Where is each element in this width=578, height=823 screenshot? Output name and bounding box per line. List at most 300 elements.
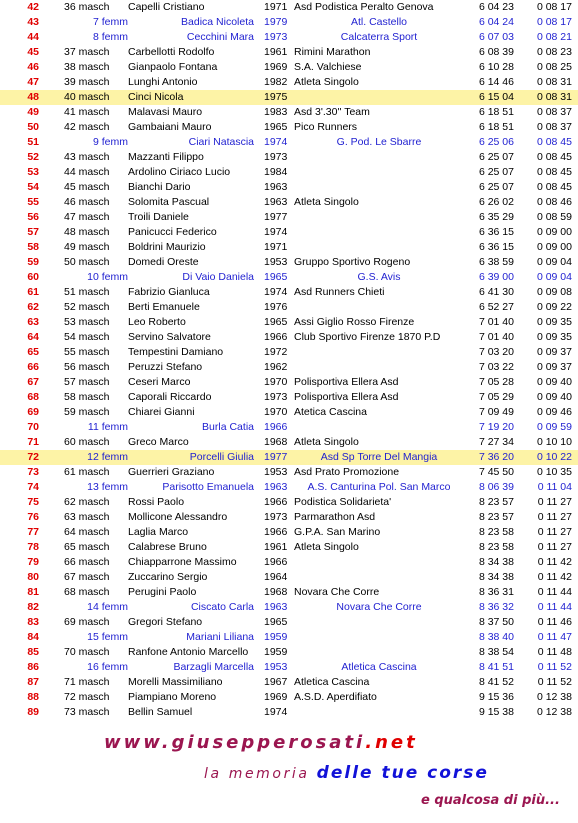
cell-name: Gambaiani Mauro xyxy=(128,121,212,133)
cell-pos: 71 xyxy=(27,436,39,448)
cell-gap: 0 08 37 xyxy=(536,106,572,118)
cell-year: 1975 xyxy=(264,91,288,103)
cell-team: Pico Runners xyxy=(294,121,358,133)
cell-time: 9 15 36 xyxy=(478,691,514,703)
cell-team: Polisportiva Ellera Asd xyxy=(294,376,399,388)
cell-pos: 58 xyxy=(27,241,39,253)
cell-pos: 82 xyxy=(27,601,39,613)
cell-pos: 67 xyxy=(27,376,39,388)
cell-year: 1979 xyxy=(264,16,288,28)
cell-name: Panicucci Federico xyxy=(128,226,217,238)
table-row xyxy=(0,225,578,240)
cell-cat: 73 masch xyxy=(64,706,110,718)
cell-pos: 87 xyxy=(27,676,39,688)
cell-year: 1974 xyxy=(264,706,288,718)
cell-year: 1953 xyxy=(264,256,288,268)
cell-year: 1953 xyxy=(264,466,288,478)
cell-name: Boldrini Maurizio xyxy=(128,241,206,253)
cell-time: 6 04 23 xyxy=(478,1,514,13)
cell-gap: 0 08 31 xyxy=(536,76,572,88)
cell-name: Chiarei Gianni xyxy=(128,406,195,418)
cell-year: 1964 xyxy=(264,571,288,583)
table-row xyxy=(0,480,578,495)
cell-team: Atletica Cascina xyxy=(294,676,370,688)
cell-pos: 60 xyxy=(27,271,39,283)
cell-team: Assi Giglio Rosso Firenze xyxy=(294,316,415,328)
cell-team: Asd Prato Promozione xyxy=(294,466,400,478)
cell-time: 6 07 03 xyxy=(478,31,514,43)
table-row xyxy=(0,330,578,345)
cell-name: Ceseri Marco xyxy=(128,376,191,388)
cell-pos: 56 xyxy=(27,211,39,223)
cell-gap: 0 09 04 xyxy=(536,271,572,283)
cell-name: Malavasi Mauro xyxy=(128,106,203,118)
cell-time: 7 45 50 xyxy=(478,466,514,478)
cell-time: 8 38 40 xyxy=(478,631,514,643)
cell-pos: 52 xyxy=(27,151,39,163)
cell-cat: 14 femm xyxy=(87,601,128,613)
cell-team: Novara Che Corre xyxy=(336,601,422,613)
cell-pos: 83 xyxy=(27,616,39,628)
cell-year: 1967 xyxy=(264,676,288,688)
cell-time: 8 23 57 xyxy=(478,496,514,508)
cell-name: Morelli Massimiliano xyxy=(128,676,223,688)
cell-name: Ranfone Antonio Marcello xyxy=(128,646,249,658)
cell-cat: 10 femm xyxy=(87,271,128,283)
cell-year: 1972 xyxy=(264,346,288,358)
site-tagline xyxy=(204,763,489,783)
cell-name: Servino Salvatore xyxy=(128,331,211,343)
cell-name: Perugini Paolo xyxy=(128,586,197,598)
cell-cat: 48 masch xyxy=(64,226,110,238)
cell-time: 7 09 49 xyxy=(478,406,514,418)
cell-cat: 54 masch xyxy=(64,331,110,343)
cell-cat: 63 masch xyxy=(64,511,110,523)
cell-pos: 44 xyxy=(27,31,39,43)
cell-team: Atl. Castello xyxy=(350,16,408,28)
cell-gap: 0 08 59 xyxy=(536,211,572,223)
cell-gap: 0 10 35 xyxy=(536,466,572,478)
cell-name: Chiapparrone Massimo xyxy=(128,556,237,568)
cell-gap: 0 09 37 xyxy=(536,361,572,373)
cell-team: S.A. Valchiese xyxy=(294,61,362,73)
cell-year: 1977 xyxy=(264,211,288,223)
table-row xyxy=(0,705,578,720)
cell-gap: 0 09 59 xyxy=(536,421,572,433)
cell-cat: 52 masch xyxy=(64,301,110,313)
cell-cat: 12 femm xyxy=(87,451,128,463)
cell-year: 1959 xyxy=(264,631,288,643)
cell-time: 6 36 15 xyxy=(478,241,514,253)
cell-time: 7 01 40 xyxy=(478,331,514,343)
cell-name: Lunghi Antonio xyxy=(128,76,198,88)
cell-time: 8 06 39 xyxy=(478,481,514,493)
cell-pos: 50 xyxy=(27,121,39,133)
cell-pos: 72 xyxy=(27,451,39,463)
cell-gap: 0 09 35 xyxy=(536,331,572,343)
table-row xyxy=(0,240,578,255)
cell-name: Badica Nicoleta xyxy=(181,16,254,28)
table-row xyxy=(0,525,578,540)
cell-year: 1963 xyxy=(264,601,288,613)
cell-pos: 59 xyxy=(27,256,39,268)
cell-gap: 0 08 45 xyxy=(536,136,572,148)
cell-pos: 62 xyxy=(27,301,39,313)
cell-cat: 59 masch xyxy=(64,406,110,418)
table-row xyxy=(0,555,578,570)
cell-team: Novara Che Corre xyxy=(294,586,380,598)
table-row xyxy=(0,0,578,15)
cell-gap: 0 11 42 xyxy=(537,571,572,583)
cell-year: 1963 xyxy=(264,196,288,208)
table-row xyxy=(0,60,578,75)
cell-gap: 0 11 52 xyxy=(537,676,572,688)
cell-gap: 0 09 46 xyxy=(536,406,572,418)
table-row xyxy=(0,30,578,45)
cell-gap: 0 11 44 xyxy=(537,586,572,598)
cell-pos: 69 xyxy=(27,406,39,418)
cell-cat: 15 femm xyxy=(87,631,128,643)
cell-team: Calcaterra Sport xyxy=(340,31,418,43)
cell-pos: 51 xyxy=(27,136,39,148)
cell-cat: 40 masch xyxy=(64,91,110,103)
cell-year: 1982 xyxy=(264,76,288,88)
cell-cat: 71 masch xyxy=(64,676,110,688)
cell-gap: 0 08 45 xyxy=(536,151,572,163)
cell-time: 6 38 59 xyxy=(478,256,514,268)
cell-name: Piampiano Moreno xyxy=(128,691,217,703)
cell-time: 7 03 22 xyxy=(478,361,514,373)
cell-cat: 58 masch xyxy=(64,391,110,403)
cell-gap: 0 11 46 xyxy=(537,616,572,628)
site-footer xyxy=(0,730,578,823)
cell-gap: 0 08 21 xyxy=(536,31,572,43)
table-row xyxy=(0,615,578,630)
cell-gap: 0 11 48 xyxy=(537,646,572,658)
cell-name: Leo Roberto xyxy=(128,316,186,328)
cell-cat: 11 femm xyxy=(87,421,128,433)
cell-cat: 55 masch xyxy=(64,346,110,358)
cell-time: 6 25 07 xyxy=(478,151,514,163)
cell-gap: 0 12 38 xyxy=(536,691,572,703)
cell-time: 7 05 29 xyxy=(478,391,514,403)
cell-name: Bianchi Dario xyxy=(128,181,191,193)
cell-year: 1971 xyxy=(264,1,288,13)
cell-year: 1966 xyxy=(264,526,288,538)
cell-year: 1974 xyxy=(264,136,288,148)
cell-team: Atleta Singolo xyxy=(294,196,359,208)
cell-pos: 80 xyxy=(27,571,39,583)
cell-cat: 9 femm xyxy=(92,136,128,148)
cell-cat: 57 masch xyxy=(64,376,110,388)
cell-name: Caporali Riccardo xyxy=(128,391,212,403)
cell-pos: 75 xyxy=(27,496,39,508)
cell-cat: 56 masch xyxy=(64,361,110,373)
table-row xyxy=(0,675,578,690)
cell-time: 6 14 46 xyxy=(478,76,514,88)
site-url[interactable] xyxy=(104,732,418,753)
cell-name: Porcelli Giulia xyxy=(189,451,254,463)
cell-cat: 42 masch xyxy=(64,121,110,133)
tagline-lead: la memoria xyxy=(204,766,310,782)
cell-cat: 68 masch xyxy=(64,586,110,598)
cell-name: Ciari Natascia xyxy=(188,136,254,148)
cell-name: Zuccarino Sergio xyxy=(128,571,208,583)
cell-gap: 0 08 25 xyxy=(536,61,572,73)
cell-year: 1976 xyxy=(264,301,288,313)
cell-cat: 53 masch xyxy=(64,316,110,328)
cell-cat: 45 masch xyxy=(64,181,110,193)
cell-gap: 0 08 37 xyxy=(536,121,572,133)
tagline-bold: delle tue corse xyxy=(316,763,489,783)
cell-year: 1966 xyxy=(264,331,288,343)
table-row xyxy=(0,90,578,105)
cell-cat: 47 masch xyxy=(64,211,110,223)
table-row xyxy=(0,420,578,435)
cell-cat: 60 masch xyxy=(64,436,110,448)
cell-pos: 84 xyxy=(27,631,39,643)
cell-cat: 66 masch xyxy=(64,556,110,568)
cell-year: 1973 xyxy=(264,151,288,163)
cell-cat: 49 masch xyxy=(64,241,110,253)
cell-cat: 65 masch xyxy=(64,541,110,553)
table-row xyxy=(0,300,578,315)
cell-time: 6 15 04 xyxy=(478,91,514,103)
cell-name: Calabrese Bruno xyxy=(128,541,207,553)
cell-year: 1973 xyxy=(264,391,288,403)
cell-time: 8 23 58 xyxy=(478,541,514,553)
cell-name: Berti Emanuele xyxy=(128,301,200,313)
cell-team: Asd Podistica Peralto Genova xyxy=(294,1,434,13)
cell-year: 1963 xyxy=(264,181,288,193)
table-row xyxy=(0,150,578,165)
cell-year: 1963 xyxy=(264,481,288,493)
cell-year: 1969 xyxy=(264,61,288,73)
cell-pos: 73 xyxy=(27,466,39,478)
cell-cat: 37 masch xyxy=(64,46,110,58)
cell-gap: 0 09 37 xyxy=(536,346,572,358)
cell-pos: 53 xyxy=(27,166,39,178)
cell-pos: 66 xyxy=(27,361,39,373)
cell-year: 1966 xyxy=(264,421,288,433)
cell-cat: 46 masch xyxy=(64,196,110,208)
cell-team: Club Sportivo Firenze 1870 P.D xyxy=(294,331,441,343)
table-row xyxy=(0,285,578,300)
cell-gap: 0 11 27 xyxy=(537,541,572,553)
cell-gap: 0 09 08 xyxy=(536,286,572,298)
table-row xyxy=(0,315,578,330)
cell-name: Carbellotti Rodolfo xyxy=(128,46,215,58)
cell-name: Di Vaio Daniela xyxy=(182,271,254,283)
cell-cat: 69 masch xyxy=(64,616,110,628)
cell-year: 1973 xyxy=(264,31,288,43)
cell-pos: 54 xyxy=(27,181,39,193)
cell-time: 6 18 51 xyxy=(478,121,514,133)
cell-time: 6 10 28 xyxy=(478,61,514,73)
cell-time: 6 18 51 xyxy=(478,106,514,118)
cell-gap: 0 09 04 xyxy=(536,256,572,268)
cell-year: 1983 xyxy=(264,106,288,118)
table-row xyxy=(0,600,578,615)
cell-gap: 0 08 23 xyxy=(536,46,572,58)
cell-time: 6 35 29 xyxy=(478,211,514,223)
cell-time: 6 36 15 xyxy=(478,226,514,238)
cell-pos: 86 xyxy=(27,661,39,673)
cell-name: Parisotto Emanuela xyxy=(162,481,254,493)
cell-time: 6 41 30 xyxy=(478,286,514,298)
cell-year: 1961 xyxy=(264,46,288,58)
cell-team: Asd Sp Torre Del Mangia xyxy=(320,451,438,463)
cell-time: 8 36 31 xyxy=(478,586,514,598)
cell-time: 8 41 52 xyxy=(478,676,514,688)
cell-year: 1962 xyxy=(264,361,288,373)
cell-time: 6 52 27 xyxy=(478,301,514,313)
cell-pos: 85 xyxy=(27,646,39,658)
cell-pos: 43 xyxy=(27,16,39,28)
site-more: e qualcosa di più... xyxy=(421,793,560,808)
cell-year: 1971 xyxy=(264,241,288,253)
cell-time: 7 27 34 xyxy=(478,436,514,448)
cell-time: 6 25 07 xyxy=(478,181,514,193)
cell-pos: 79 xyxy=(27,556,39,568)
cell-cat: 70 masch xyxy=(64,646,110,658)
cell-team: Atetica Cascina xyxy=(294,406,367,418)
table-row xyxy=(0,270,578,285)
cell-year: 1984 xyxy=(264,166,288,178)
table-row xyxy=(0,570,578,585)
cell-pos: 77 xyxy=(27,526,39,538)
cell-cat: 43 masch xyxy=(64,151,110,163)
cell-year: 1977 xyxy=(264,451,288,463)
cell-gap: 0 09 00 xyxy=(536,226,572,238)
table-row xyxy=(0,345,578,360)
table-row xyxy=(0,585,578,600)
cell-year: 1959 xyxy=(264,646,288,658)
cell-pos: 74 xyxy=(27,481,39,493)
table-row xyxy=(0,690,578,705)
cell-year: 1965 xyxy=(264,316,288,328)
table-row xyxy=(0,435,578,450)
cell-name: Ciscato Carla xyxy=(190,601,254,613)
cell-name: Troili Daniele xyxy=(128,211,189,223)
cell-gap: 0 11 27 xyxy=(537,526,572,538)
cell-time: 8 36 32 xyxy=(478,601,514,613)
table-row xyxy=(0,645,578,660)
cell-cat: 36 masch xyxy=(64,1,110,13)
cell-name: Bellin Samuel xyxy=(128,706,193,718)
cell-cat: 72 masch xyxy=(64,691,110,703)
cell-name: Gianpaolo Fontana xyxy=(128,61,218,73)
cell-team: Atleta Singolo xyxy=(294,436,359,448)
cell-gap: 0 09 22 xyxy=(536,301,572,313)
table-row xyxy=(0,465,578,480)
table-row xyxy=(0,540,578,555)
cell-team: G.S. Avis xyxy=(357,271,401,283)
cell-time: 7 05 28 xyxy=(478,376,514,388)
cell-cat: 44 masch xyxy=(64,166,110,178)
cell-gap: 0 09 40 xyxy=(536,391,572,403)
cell-year: 1961 xyxy=(264,541,288,553)
table-row xyxy=(0,135,578,150)
cell-year: 1974 xyxy=(264,286,288,298)
cell-cat: 62 masch xyxy=(64,496,110,508)
cell-gap: 0 08 31 xyxy=(536,91,572,103)
cell-pos: 63 xyxy=(27,316,39,328)
cell-year: 1965 xyxy=(264,271,288,283)
table-row xyxy=(0,495,578,510)
cell-pos: 70 xyxy=(27,421,39,433)
cell-gap: 0 11 27 xyxy=(537,496,572,508)
cell-time: 7 03 20 xyxy=(478,346,514,358)
cell-time: 9 15 38 xyxy=(478,706,514,718)
cell-cat: 41 masch xyxy=(64,106,110,118)
cell-year: 1968 xyxy=(264,586,288,598)
cell-pos: 65 xyxy=(27,346,39,358)
cell-pos: 81 xyxy=(27,586,39,598)
cell-time: 6 39 00 xyxy=(478,271,514,283)
cell-team: Atleta Singolo xyxy=(294,541,359,553)
cell-name: Guerrieri Graziano xyxy=(128,466,215,478)
table-row xyxy=(0,450,578,465)
cell-year: 1968 xyxy=(264,436,288,448)
cell-time: 6 08 39 xyxy=(478,46,514,58)
cell-name: Mazzanti Filippo xyxy=(128,151,204,163)
cell-gap: 0 08 45 xyxy=(536,181,572,193)
cell-gap: 0 08 17 xyxy=(536,16,572,28)
cell-time: 8 41 51 xyxy=(478,661,514,673)
cell-time: 8 37 50 xyxy=(478,616,514,628)
cell-pos: 68 xyxy=(27,391,39,403)
cell-pos: 76 xyxy=(27,511,39,523)
cell-cat: 50 masch xyxy=(64,256,110,268)
cell-time: 6 04 24 xyxy=(478,16,514,28)
cell-time: 8 38 54 xyxy=(478,646,514,658)
cell-name: Fabrizio Gianluca xyxy=(128,286,210,298)
cell-time: 7 19 20 xyxy=(478,421,514,433)
cell-team: A.S. Canturina Pol. San Marco xyxy=(307,481,451,493)
cell-team: Podistica Solidarieta' xyxy=(294,496,392,508)
cell-team: Asd 3'.30'' Team xyxy=(294,106,370,118)
table-row xyxy=(0,375,578,390)
cell-cat: 13 femm xyxy=(87,481,128,493)
table-row xyxy=(0,630,578,645)
cell-pos: 64 xyxy=(27,331,39,343)
cell-gap: 0 10 10 xyxy=(536,436,572,448)
cell-name: Barzagli Marcella xyxy=(173,661,254,673)
cell-name: Laglia Marco xyxy=(128,526,189,538)
cell-gap: 0 09 00 xyxy=(536,241,572,253)
table-row xyxy=(0,660,578,675)
cell-gap: 0 09 35 xyxy=(536,316,572,328)
cell-time: 8 34 38 xyxy=(478,556,514,568)
table-row xyxy=(0,180,578,195)
cell-time: 8 23 58 xyxy=(478,526,514,538)
cell-year: 1965 xyxy=(264,121,288,133)
cell-cat: 8 femm xyxy=(92,31,128,43)
cell-name: Greco Marco xyxy=(128,436,189,448)
cell-name: Mollicone Alessandro xyxy=(128,511,228,523)
cell-year: 1953 xyxy=(264,661,288,673)
cell-pos: 61 xyxy=(27,286,39,298)
cell-name: Capelli Cristiano xyxy=(128,1,205,13)
cell-time: 7 01 40 xyxy=(478,316,514,328)
cell-name: Burla Catia xyxy=(202,421,254,433)
cell-team: Parmarathon Asd xyxy=(294,511,376,523)
cell-time: 6 26 02 xyxy=(478,196,514,208)
cell-pos: 45 xyxy=(27,46,39,58)
table-row xyxy=(0,360,578,375)
cell-team: Atletica Cascina xyxy=(341,661,417,673)
